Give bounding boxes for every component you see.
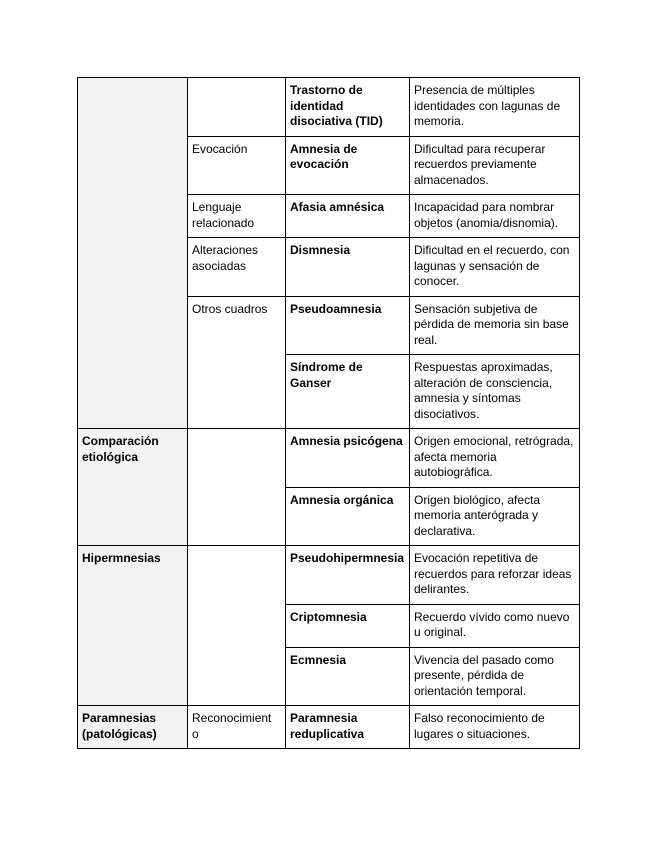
- term-cell: Criptomnesia: [286, 604, 410, 647]
- table-row: [78, 546, 580, 605]
- category-cell-empty: [78, 78, 188, 429]
- description-cell: Falso reconocimiento de lugares o situaciones.: [410, 706, 580, 749]
- subcategory-cell: Otros cuadros: [188, 296, 286, 429]
- category-cell: Paramnesias (patológicas): [78, 706, 188, 749]
- description-cell: Respuestas aproximadas, alteración de consciencia, amnesia y síntomas disociativos.: [410, 355, 580, 429]
- subcategory-cell: Reconocimient o: [188, 706, 286, 749]
- term-cell: Amnesia psicógena: [286, 429, 410, 488]
- description-cell: Vivencia del pasado como presente, pérdida de orientación temporal.: [410, 647, 580, 706]
- category-cell: Comparación etiológica: [78, 429, 188, 546]
- table-row: [78, 429, 580, 488]
- subcategory-cell-empty: [188, 429, 286, 546]
- description-cell: Dificultad en el recuerdo, con lagunas y sensación de conocer.: [410, 238, 580, 297]
- term-cell: Ecmnesia: [286, 647, 410, 706]
- subcategory-cell: Alteraciones asociadas: [188, 238, 286, 297]
- description-cell: Origen emocional, retrógrada, afecta memoria autobiográfica.: [410, 429, 580, 488]
- term-cell: Síndrome de Ganser: [286, 355, 410, 429]
- memory-disorders-table: [77, 77, 580, 749]
- table-row: [78, 78, 580, 137]
- term-cell: Amnesia orgánica: [286, 487, 410, 546]
- subcategory-cell-empty: [188, 546, 286, 706]
- description-cell: Incapacidad para nombrar objetos (anomia/disnomia).: [410, 195, 580, 238]
- subcategory-cell: Lenguaje relacionado: [188, 195, 286, 238]
- description-cell: Presencia de múltiples identidades con lagunas de memoria.: [410, 78, 580, 137]
- term-cell: Trastorno de identidad disociativa (TID): [286, 78, 410, 137]
- category-cell: Hipermnesias: [78, 546, 188, 706]
- subcategory-cell: Evocación: [188, 136, 286, 195]
- term-cell: Paramnesia reduplicativa: [286, 706, 410, 749]
- description-cell: Sensación subjetiva de pérdida de memoria sin base real.: [410, 296, 580, 355]
- description-cell: Recuerdo vívido como nuevo u original.: [410, 604, 580, 647]
- term-cell: Pseudoamnesia: [286, 296, 410, 355]
- term-cell: Dismnesia: [286, 238, 410, 297]
- description-cell: Dificultad para recuperar recuerdos previamente almacenados.: [410, 136, 580, 195]
- table-row: [78, 706, 580, 749]
- description-cell: Origen biológico, afecta memoria anterógrada y declarativa.: [410, 487, 580, 546]
- description-cell: Evocación repetitiva de recuerdos para reforzar ideas delirantes.: [410, 546, 580, 605]
- term-cell: Afasia amnésica: [286, 195, 410, 238]
- term-cell: Pseudohipermnesia: [286, 546, 410, 605]
- term-cell: Amnesia de evocación: [286, 136, 410, 195]
- subcategory-cell: [188, 78, 286, 137]
